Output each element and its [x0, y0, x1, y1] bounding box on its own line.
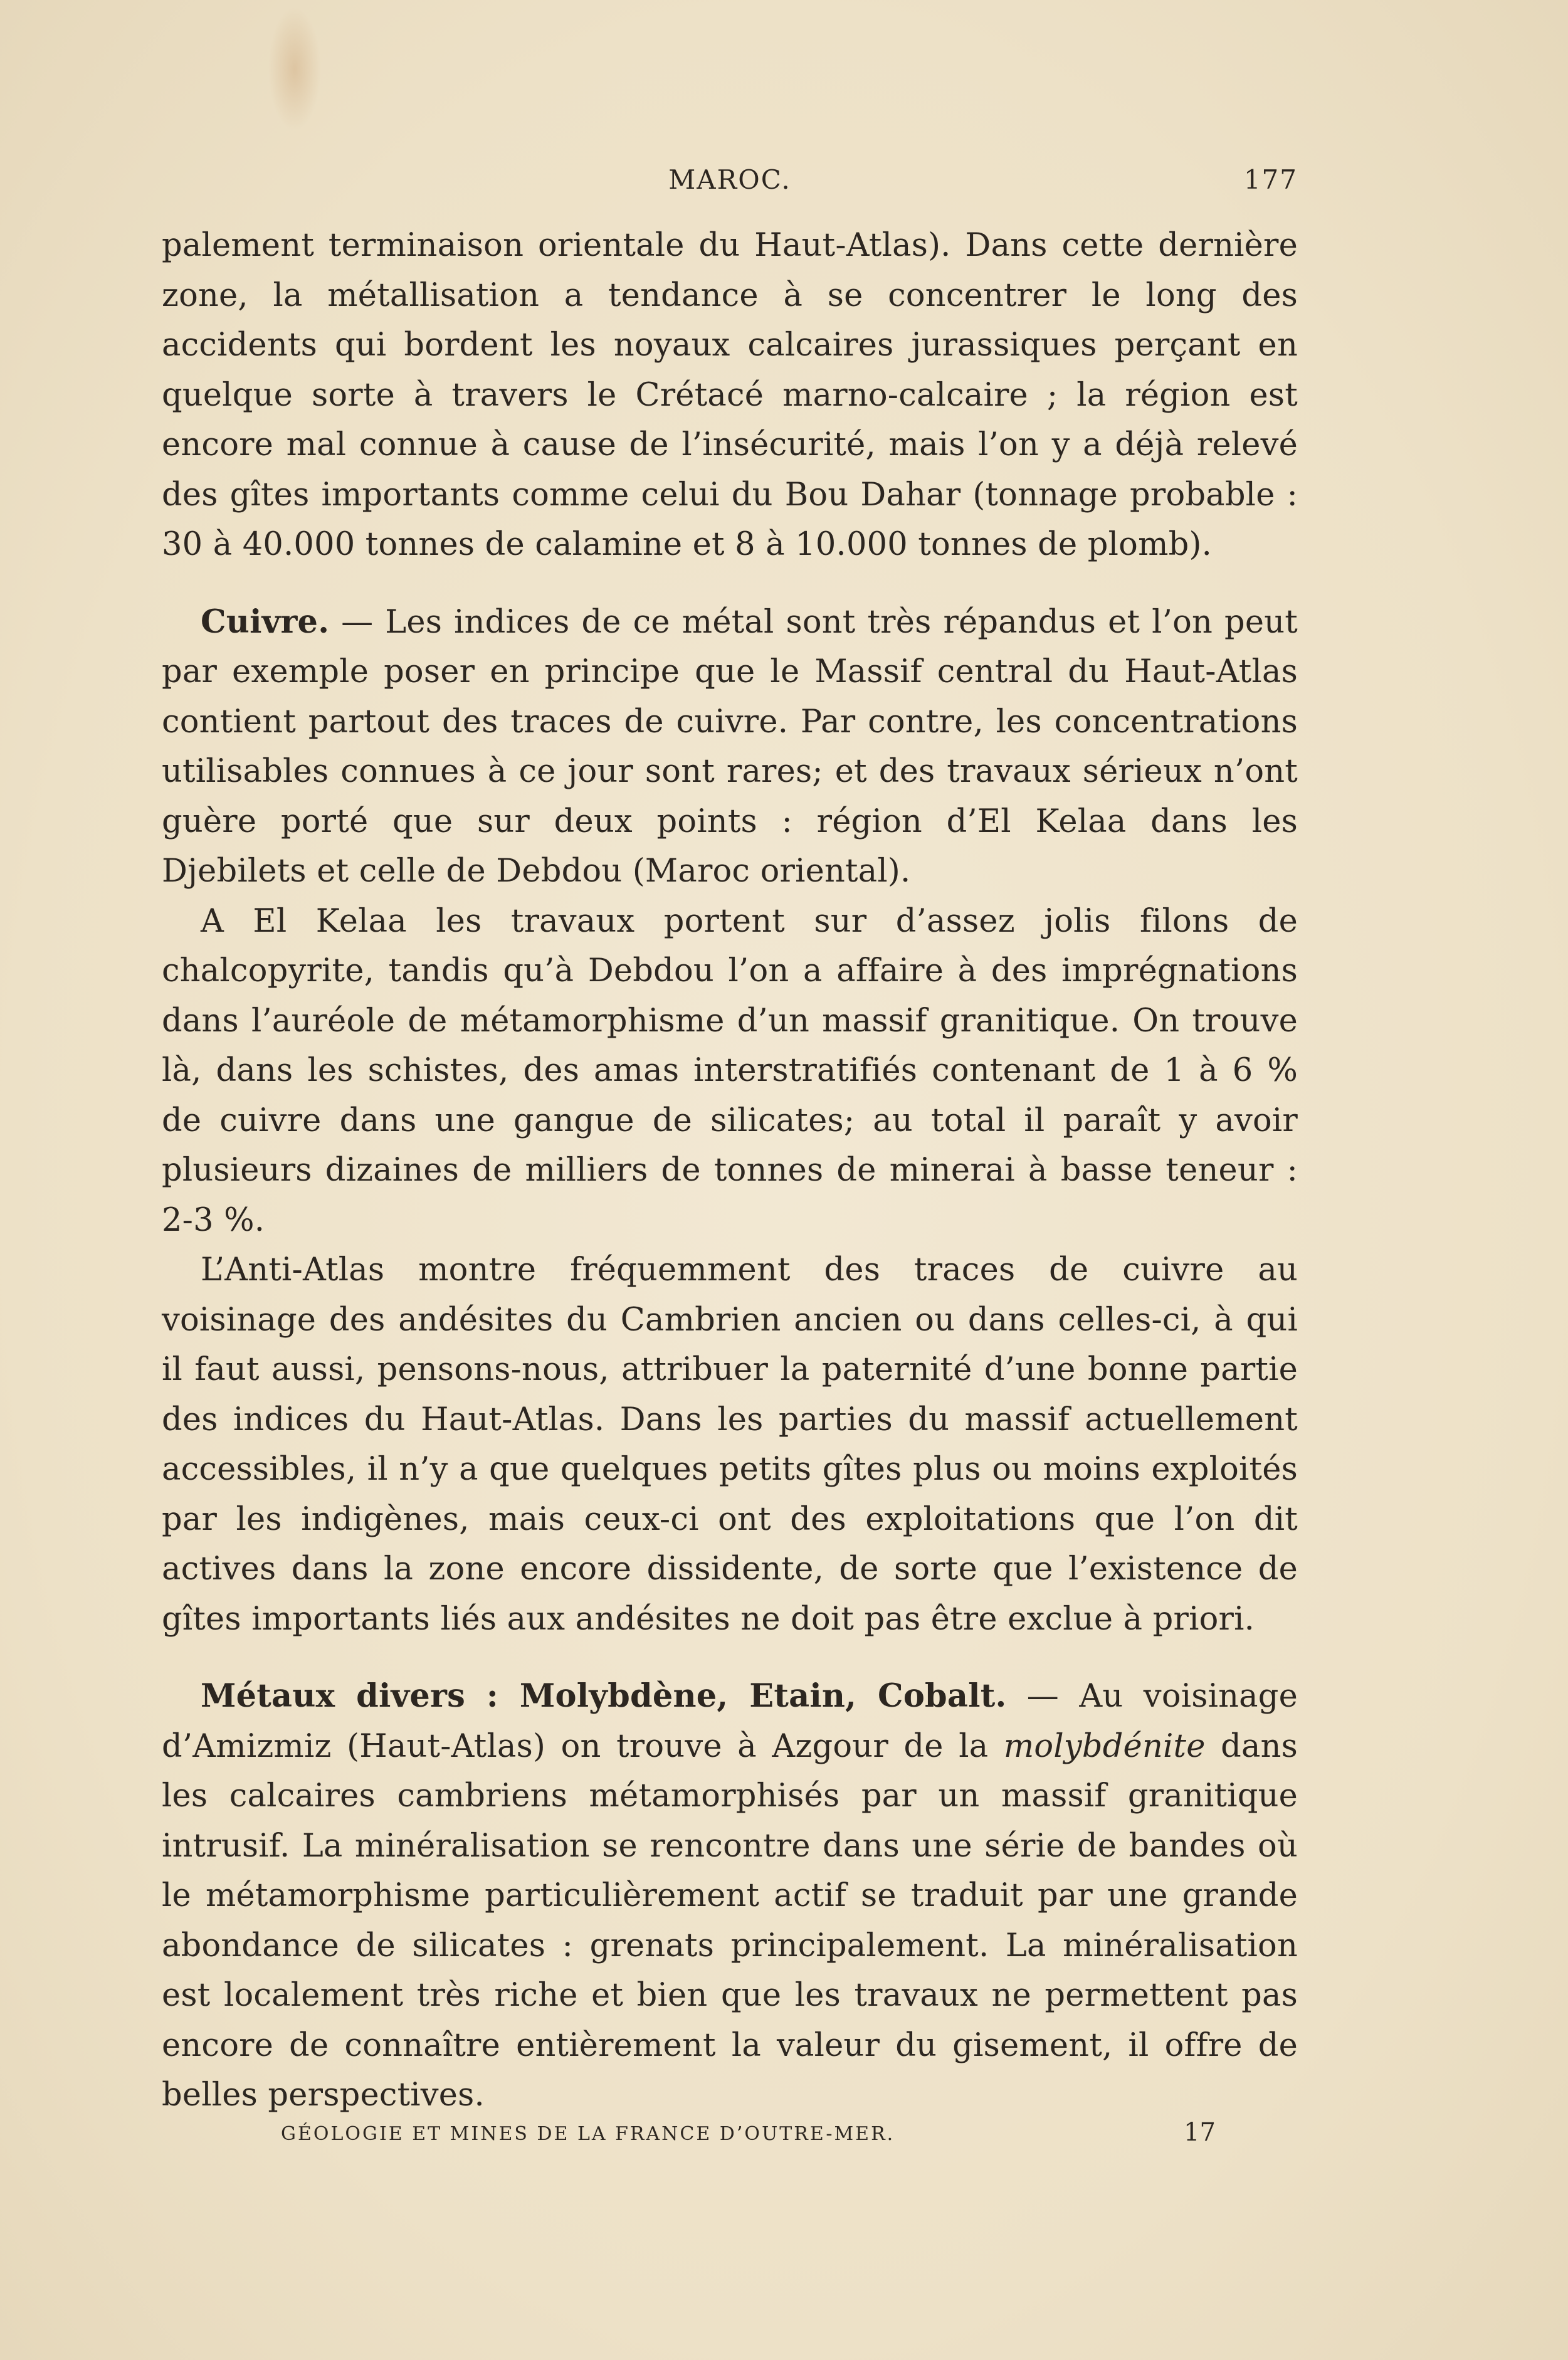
paragraph-metaux-text-b: dans les calcaires cambriens métamorphisés par un massif granitique intrusif. La minéralisation se rencontre dans une série de bandes où le métamorphisme particulièrement actif se traduit par une grande abondance de silicates : grenats principalement. La minéralisation est localement très riche et bien que les travaux ne permettent pas encore de connaître entièrement la valeur du gisement, il offre de belles perspectives. [162, 1727, 1298, 2114]
running-title: MAROC. [668, 164, 791, 195]
paragraph-cuivre-text: — Les indices de ce métal sont très répandus et l’on peut par exemple poser en principe que le Massif central du Haut-Atlas contient partout des traces de cuivre. Par contre, les concentrations utilisables connues à ce jour sont rares; et des travaux sérieux n’ont guère porté que sur deux points : région d’El Kelaa dans les Djebilets et celle de Debdou (Maroc oriental). [162, 603, 1298, 890]
paragraph-anti-atlas: L’Anti-Atlas montre fréquemment des traces de cuivre au voisinage des andésites du Cambrien ancien ou dans celles-ci, à qui il faut aussi, pensons-nous, attribuer la paternité d’une bonne partie des indices du Haut-Atlas. Dans les parties du massif actuellement accessibles, il n’y a que quelques petits gîtes plus ou moins exploités par les indigènes, mais ceux-ci ont des exploitations que l’on dit actives dans la zone encore dissidente, de sorte que l’existence de gîtes importants liés aux andésites ne doit pas être exclue à priori. [162, 1251, 1298, 1638]
signature-number: 17 [1184, 2118, 1216, 2147]
italic-term-molybdenite: molybdénite [1003, 1727, 1206, 1765]
paragraph-metaux-divers [162, 1672, 1298, 2120]
running-head [162, 164, 1298, 202]
body-text [162, 221, 1298, 2120]
paragraph-zinc-lead-continuation: palement terminaison orientale du Haut-Atlas). Dans cette dernière zone, la métallisation a tendance à se concentrer le long des accidents qui bordent les noyaux calcaires jurassiques perçant en quelque sorte à travers le Crétacé marno-calcaire ; la région est encore mal connue à cause de l’insécurité, mais l’on y a déjà relevé des gîtes importants comme celui du Bou Dahar (tonnage probable : 30 à 40.000 tonnes de calamine et 8 à 10.000 tonnes de plomb). [162, 227, 1298, 563]
paragraph-metaux-text-a: — Au voisinage d’Amizmiz (Haut-Atlas) on trouve à Azgour de la [162, 1678, 1298, 1765]
section-heading-cuivre: Cuivre. [201, 603, 330, 641]
signature-text: GÉOLOGIE ET MINES DE LA FRANCE D’OUTRE-MER. [281, 2123, 895, 2145]
paragraph-cuivre [162, 598, 1298, 897]
paragraph-el-kelaa: A El Kelaa les travaux portent sur d’assez jolis filons de chalcopyrite, tandis qu’à Debdou l’on a affaire à des imprégnations dans l’auréole de métamorphisme d’un massif granitique. On trouve là, dans les schistes, des amas interstratifiés contenant de 1 à 6 % de cuivre dans une gangue de silicates; au total il paraît y avoir plusieurs dizaines de milliers de tonnes de minerai à basse teneur : 2-3 %. [162, 902, 1298, 1239]
signature-line [162, 2118, 1298, 2149]
section-heading-metaux-divers: Métaux divers : Molybdène, Etain, Cobalt. [201, 1677, 1007, 1715]
page-number: 177 [1243, 164, 1298, 195]
